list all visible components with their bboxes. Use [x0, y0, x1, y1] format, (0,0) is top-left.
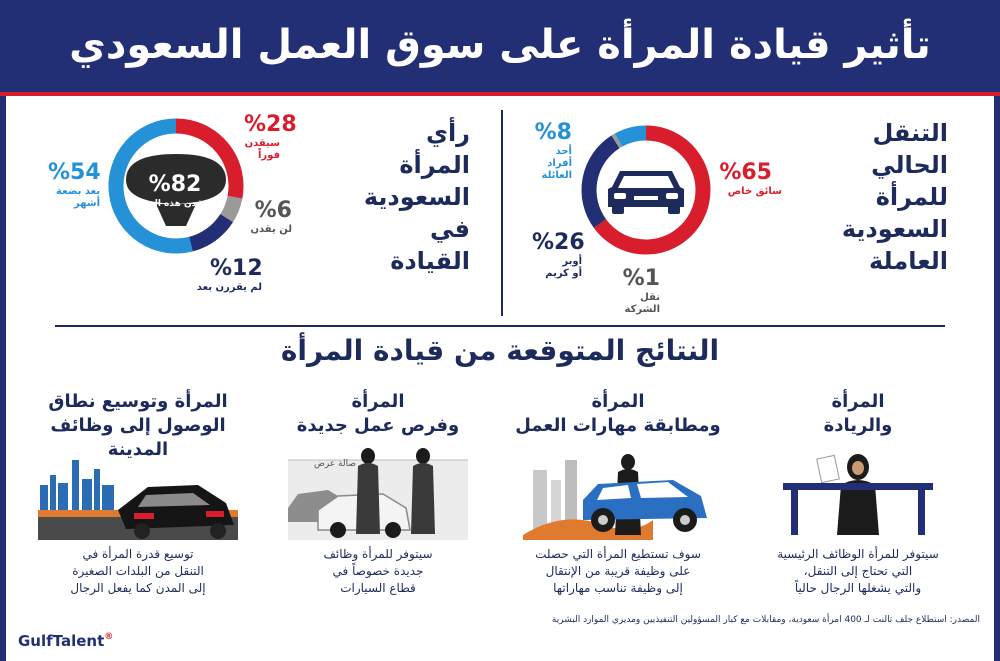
section-divider-horizontal: [55, 325, 945, 327]
opinion-months-label: [48, 186, 100, 210]
opinion-never-label: لن يقدن: [250, 224, 292, 235]
source-note: المصدر: استطلاع جلف تالنت لـ 400 امرأة سعودية، ومقابلات مع كبار المسؤولين التنفيذيين ومديري الموارد البشرية: [551, 615, 980, 625]
donut-segment-3: [619, 133, 646, 140]
donut-segment-2: [615, 140, 618, 142]
page-title: تأثير قيادة المرأة على سوق العمل السعودي: [69, 22, 931, 68]
mobility-title-line: السعودية: [841, 215, 948, 243]
label-line: أوبر: [562, 256, 582, 267]
desc-line: التنقل من البلدات الصغيرة: [72, 564, 204, 578]
outcome-city-access-title: [23, 390, 253, 462]
woman-with-car-illustration: [523, 440, 713, 540]
label-line: أحد: [555, 146, 572, 157]
logo-mark: ®: [104, 632, 114, 642]
label-line: الشركة: [624, 304, 660, 315]
desc-line: التي تحتاج إلى التنقل،: [803, 564, 913, 578]
desc-line: إلى وظيفة تناسب مهاراتها: [553, 581, 683, 595]
car-city-road-illustration: [38, 455, 238, 540]
opinion-center-value: %82: [148, 172, 202, 197]
mobility-uber-value: %26: [532, 230, 585, 255]
mobility-title: [788, 117, 948, 277]
outcomes-title: النتائج المتوقعة من قيادة المرأة: [280, 334, 720, 367]
woman-at-desk-illustration: [783, 445, 933, 535]
opinion-undecided-label: لم يقررن بعد: [196, 282, 262, 293]
title-line: وفرص عمل جديدة: [296, 415, 460, 436]
outcome-city-access-desc: [23, 546, 253, 597]
opinion-immediately-value: %28: [244, 112, 297, 137]
desc-line: جديدة خصوصاً في: [332, 564, 424, 578]
title-line: ومطابقة مهارات العمل: [515, 415, 721, 436]
opinion-title-line: رأي: [425, 119, 470, 147]
opinion-title: [345, 117, 470, 277]
outcome-new-jobs-desc: [263, 546, 493, 597]
mobility-private-driver-value: %65: [719, 160, 772, 185]
opinion-title-line: في القيادة: [390, 215, 470, 275]
mobility-title-line: التنقل الحالي: [871, 119, 948, 179]
label-line: سيقدن: [244, 138, 280, 149]
desc-line: قطاع السيارات: [340, 581, 416, 595]
opinion-center-label: سيقدن هذه السنة: [136, 199, 216, 209]
title-line: المرأة: [351, 391, 405, 412]
opinion-months-value: %54: [48, 160, 101, 185]
showroom-sign: صالة عرض: [313, 459, 356, 469]
label-line: نقل: [640, 292, 660, 303]
desc-line: سوف تستطيع المرأة التي حصلت: [535, 547, 701, 561]
mobility-family-value: %8: [534, 120, 572, 145]
title-line: الوصول إلى وظائف المدينة: [50, 415, 226, 460]
desc-line: سيتوفر للمرأة الوظائف الرئيسية: [777, 547, 939, 561]
mobility-uber-label: [532, 256, 582, 280]
outcome-new-jobs-title: [263, 390, 493, 438]
desc-line: والتي يشغلها الرجال حالياً: [794, 581, 922, 595]
title-line: والريادة: [823, 415, 893, 436]
title-line: المرأة: [831, 391, 885, 412]
mobility-family-label: [530, 146, 572, 182]
mobility-company-value: %1: [622, 266, 660, 291]
opinion-undecided-value: %12: [210, 256, 263, 281]
mobility-title-line: للمرأة: [875, 183, 948, 211]
opinion-title-line: السعودية: [363, 183, 470, 211]
outcome-skills-desc: [503, 546, 733, 597]
mobility-company-label: [615, 292, 660, 316]
opinion-immediately-label: [244, 138, 280, 162]
label-line: أو كريم: [545, 268, 582, 279]
mobility-private-driver-label: سائق خاص: [727, 186, 782, 197]
outcome-leadership-desc: [743, 546, 973, 597]
mobility-title-line: العاملة: [868, 247, 948, 275]
car-front-icon: [606, 165, 686, 215]
opinion-never-value: %6: [254, 198, 292, 223]
label-line: بعد بضعة: [56, 186, 100, 197]
desc-line: سيتوفر للمرأة وظائف: [323, 547, 433, 561]
opinion-title-line: المرأة: [399, 151, 470, 179]
header-accent-line: [0, 92, 1000, 96]
desc-line: على وظيفة قريبة من الإنتقال: [545, 564, 691, 578]
gulftalent-logo: [18, 632, 113, 650]
label-line: العائلة: [541, 170, 572, 181]
desc-line: إلى المدن كما يفعل الرجال: [70, 581, 206, 595]
outcome-skills-title: [503, 390, 733, 438]
label-line: أفراد: [547, 158, 572, 169]
title-line: المرأة وتوسيع نطاق: [48, 391, 228, 412]
label-line: فوراً: [257, 150, 280, 161]
label-line: أشهر: [73, 198, 100, 209]
desc-line: توسيع قدرة المرأة في: [82, 547, 194, 561]
title-line: المرأة: [591, 391, 645, 412]
section-divider-vertical: [501, 110, 503, 316]
outcome-leadership-title: [743, 390, 973, 438]
logo-text: GulfTalent: [18, 632, 105, 650]
